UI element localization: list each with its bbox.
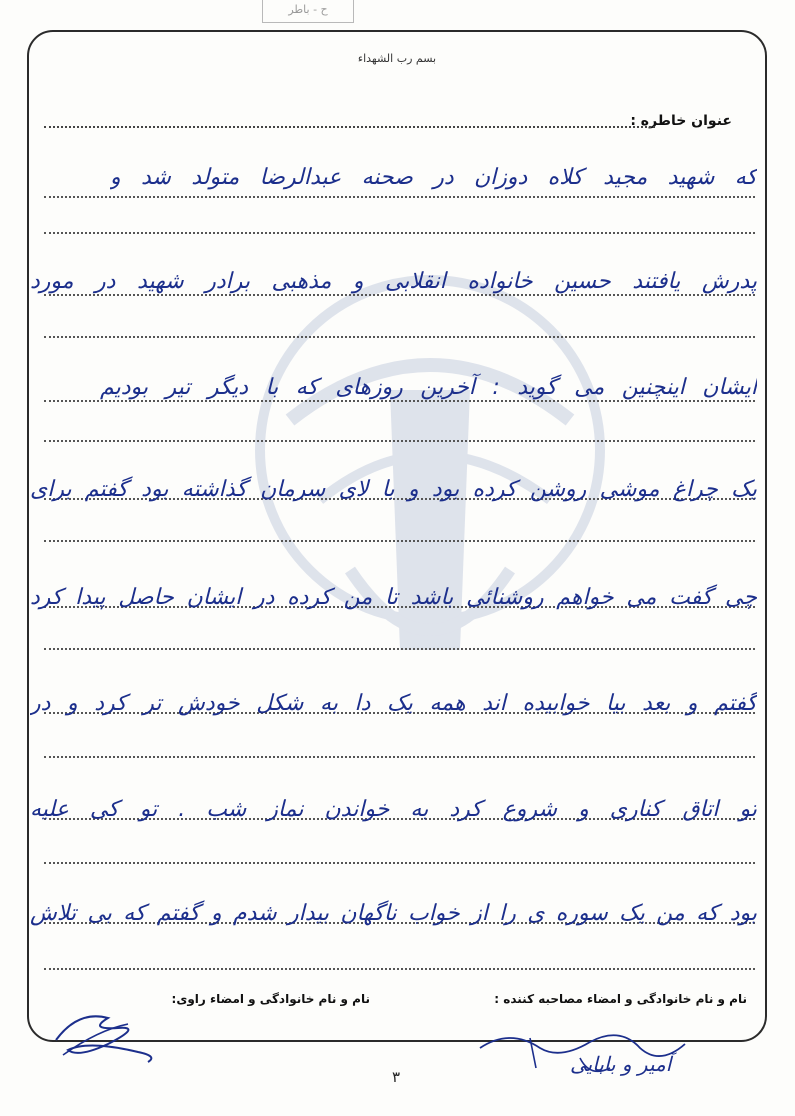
- page-number: ۳: [392, 1068, 401, 1086]
- ruled-line: [44, 862, 755, 864]
- handwritten-line-6: گفتم و بعد بیا خوابیده اند همه یک دا به شکل خودش تر کرد و در: [30, 691, 757, 716]
- basmala-header: بسم رب الشهداء: [357, 52, 437, 65]
- handwritten-line-3: ایشان اینچنین می گوید : آخرین روزهای که با دیگر تیر بودیم: [100, 375, 757, 400]
- handwritten-line-5: چی گفت می خواهم روشنائی باشد تا من کرده در ایشان حاصل پیدا کرد: [30, 585, 757, 610]
- handwritten-line-4: یک چراغ موشی روشن کرده بود و با لای سرمان گذاشته بود گفتم برای: [30, 477, 757, 502]
- ruled-line: [44, 440, 755, 442]
- title-dotted-line: [44, 126, 655, 128]
- narrator-signature-label: نام و نام خانوادگی و امضاء راوی:: [171, 992, 370, 1006]
- ruled-line: [44, 336, 755, 338]
- handwritten-line-8: بود که من یک سوره ی را از خواب ناگهان بیدار شدم و گفتم که بی تلاش: [30, 901, 757, 926]
- interviewer-signature-label: نام و نام خانوادگی و امضاء مصاحبه کننده :: [494, 992, 747, 1006]
- top-stamp: ح - باطر: [262, 0, 354, 23]
- ruled-line: [44, 756, 755, 758]
- ruled-line: [44, 968, 755, 970]
- handwritten-line-1: که شهید مجید کلاه دوزان در صحنه عبدالرضا متولد شد و: [110, 165, 757, 190]
- handwritten-line-2: پدرش یافتند حسین خانواده انقلابی و مذهبی برادر شهید در مورد: [30, 269, 757, 294]
- narrator-signature-icon: [48, 1000, 168, 1070]
- ruled-line: [44, 648, 755, 650]
- title-label: عنوان خاطره :: [630, 113, 732, 129]
- handwritten-line-7: تو اتاق کناری و شروع کرد به خواندن نماز شب . تو کی علیه: [30, 797, 757, 822]
- ruled-line: [44, 540, 755, 542]
- interviewer-signature-name: آمیر و بابایی: [570, 1052, 672, 1076]
- ruled-line: [44, 232, 755, 234]
